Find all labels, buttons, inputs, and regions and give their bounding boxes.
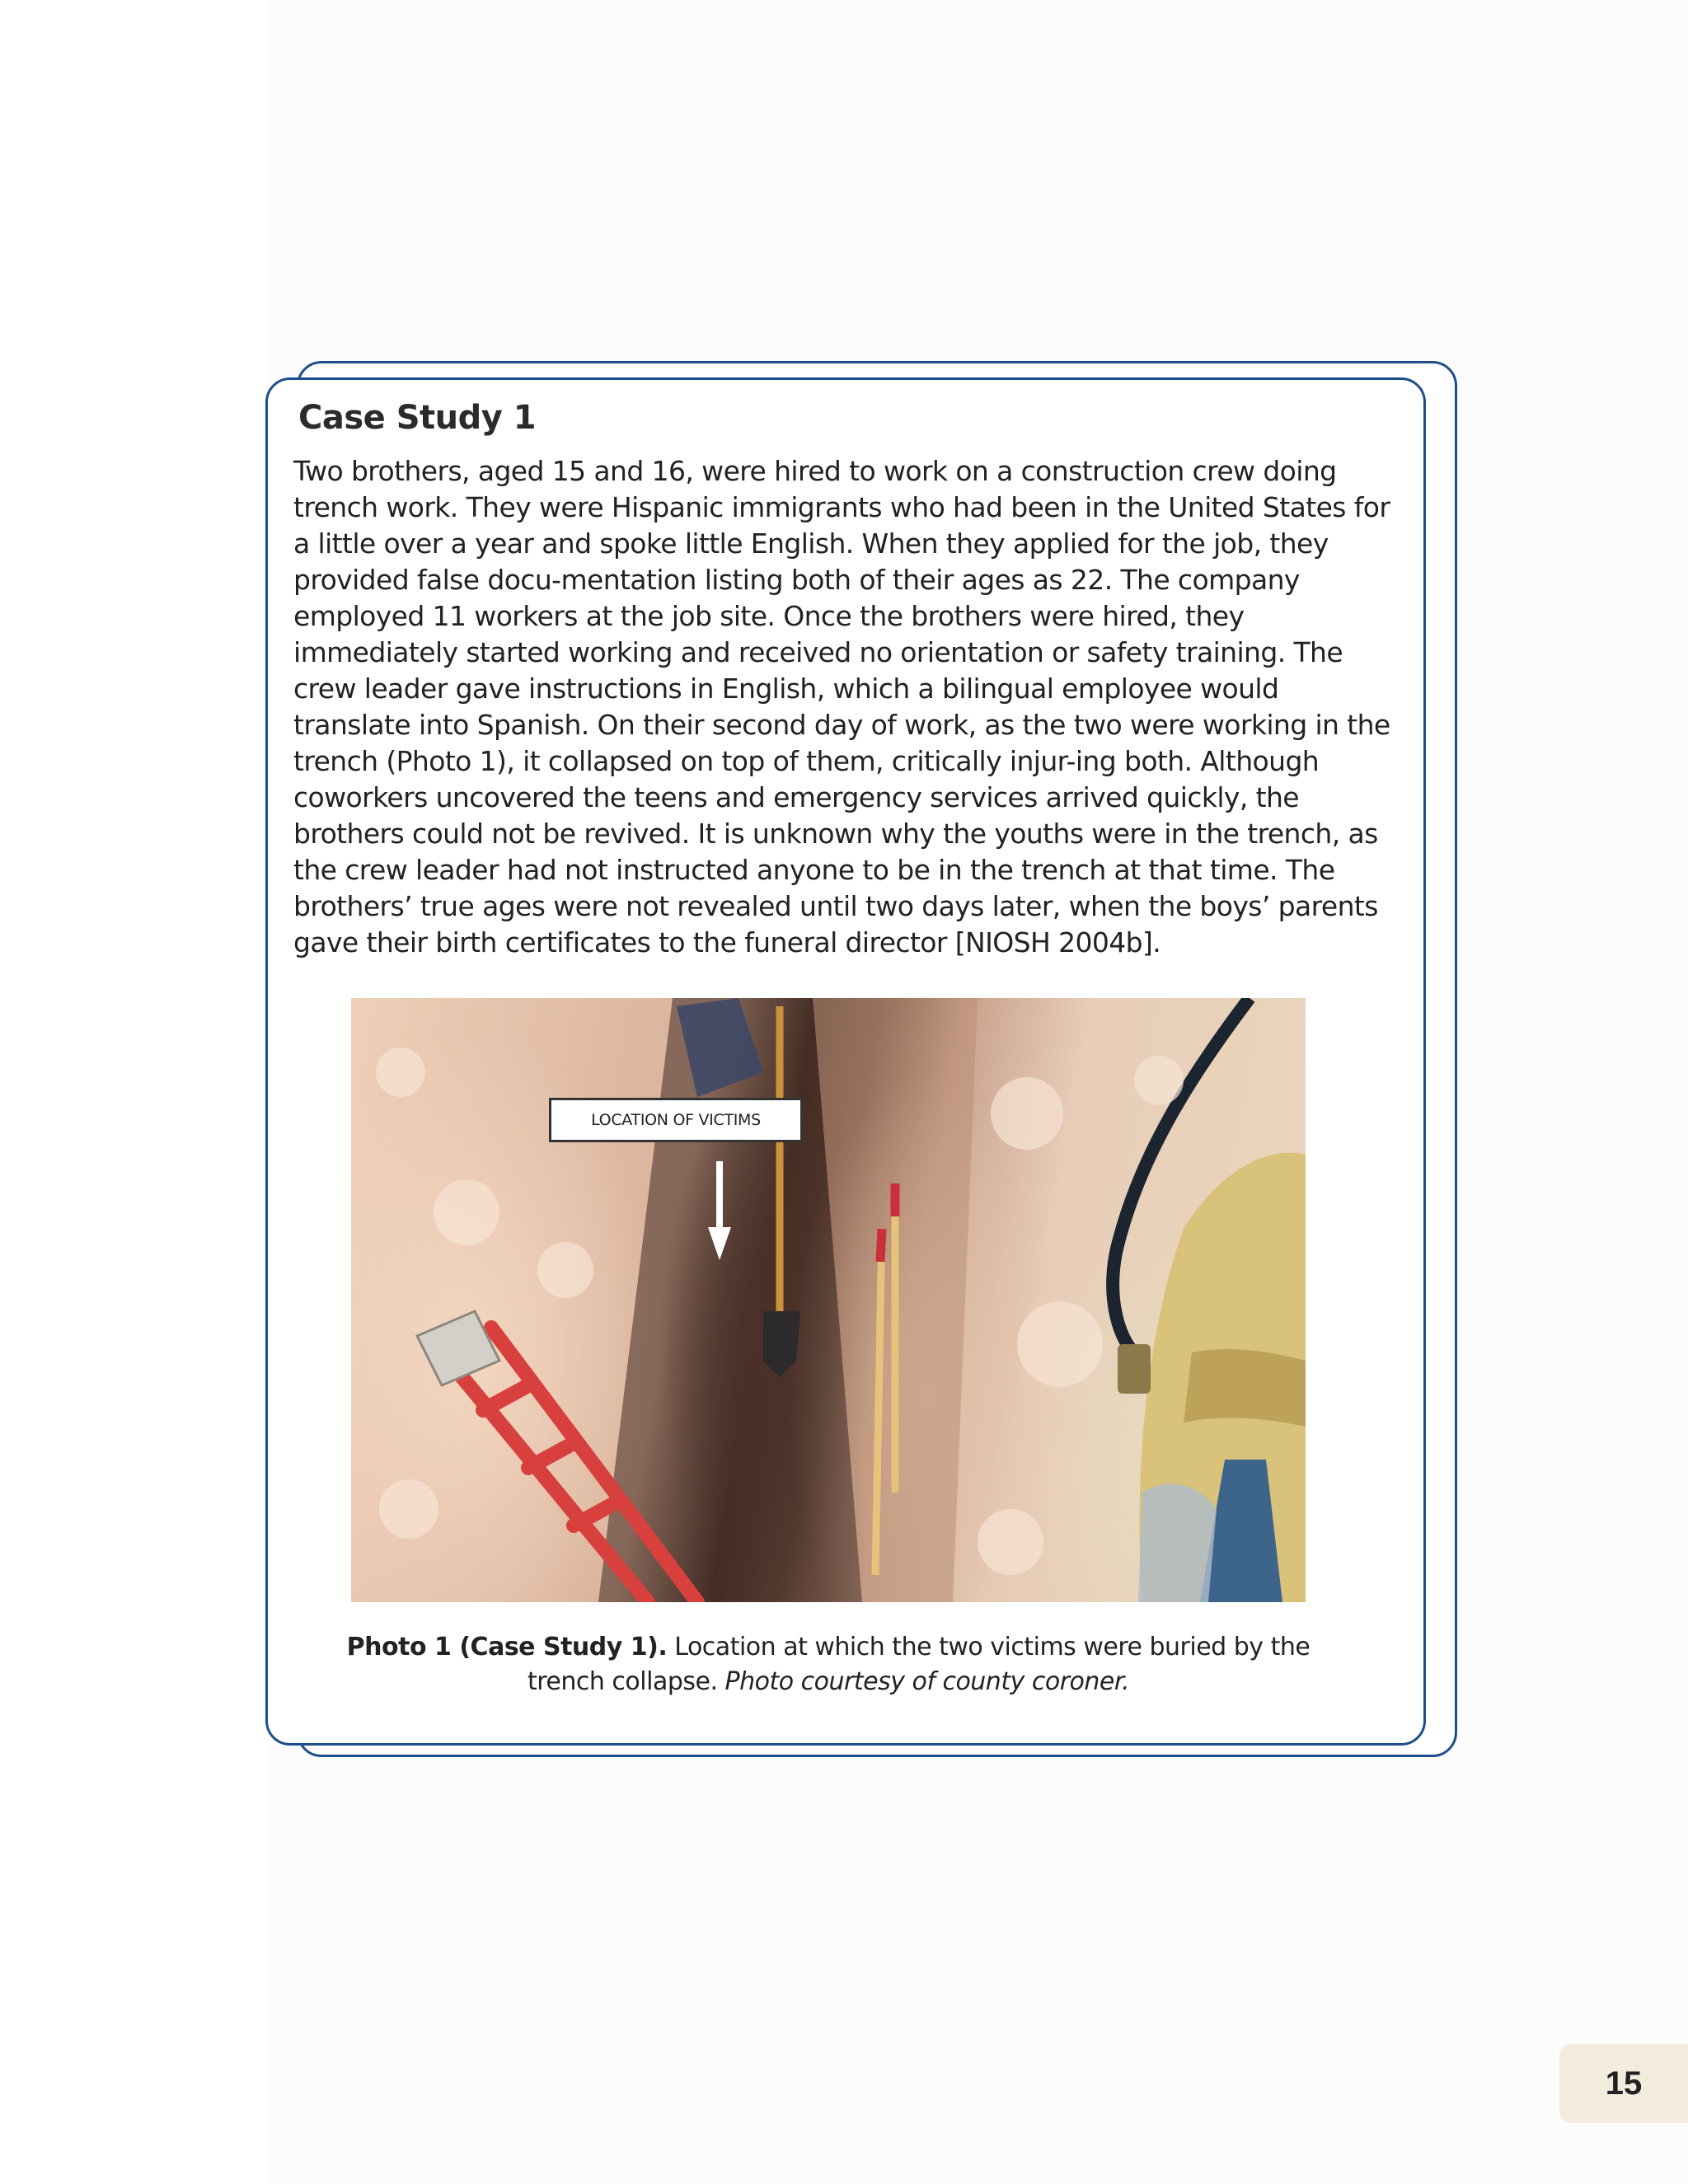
case-study-title: Case Study 1 [298, 399, 537, 437]
photo-caption [330, 1630, 1327, 1699]
photo-caption-title: Photo 1 (Case Study 1). [346, 1633, 668, 1661]
trench-photo-illustration [351, 998, 1306, 1602]
trench-photo [351, 998, 1306, 1602]
page-number: 15 [1559, 2044, 1688, 2123]
case-study-body: Two brothers, aged 15 and 16, were hired to work on a construction crew doing trench work. They were Hispanic immigrants who had been in the United States for a little over a year and spoke little English. When they applied for the job, they provided false docu-mentation listing both of their ages as 22. The company employed 11 workers at the job site. Once the brothers were hired, they immediately started working and received no orientation or safety training. The crew leader gave instructions in English, which a bilingual employee would translate into Spanish. On their second day of work, as the two were working in the trench (Photo 1), it collapsed on top of them, critically injur-ing both. Although coworkers uncovered the teens and emergency services arrived quickly, the brothers could not be revived. It is unknown why the youths were in the trench, as the crew leader had not instructed anyone to be in the trench at that time. The brothers’ true ages were not revealed until two days later, when the boys’ parents gave their birth certificates to the funeral director [NIOSH 2004b]. [293, 455, 1390, 958]
photo-caption-credit: Photo courtesy of county coroner. [724, 1667, 1129, 1696]
photo-caption-text: Location at which the two victims were buried by the trench collapse. [527, 1633, 1311, 1696]
location-of-victims-label: LOCATION OF VICTIMS [549, 1098, 803, 1142]
